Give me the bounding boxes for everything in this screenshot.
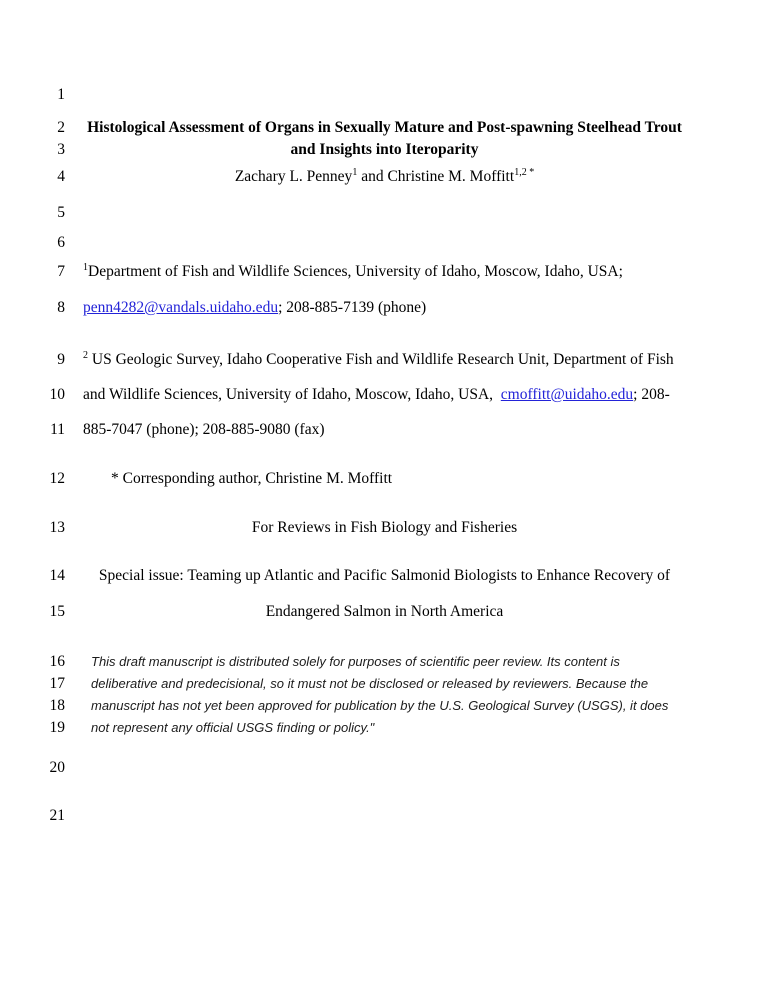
line-number: 8 — [57, 299, 65, 316]
doc-line-14 — [0, 566, 768, 586]
doc-line-17 — [0, 674, 768, 694]
line-number: 6 — [57, 234, 65, 251]
affiliation-2-text-1: US Geologic Survey, Idaho Cooperative Fish and Wildlife Research Unit, Department of Fish — [88, 351, 674, 368]
line-number: 10 — [49, 386, 65, 403]
contact-1-phone: ; 208-885-7139 (phone) — [278, 299, 427, 316]
line-number: 9 — [57, 351, 65, 368]
line-number: 18 — [49, 697, 65, 714]
doc-line-4 — [0, 167, 768, 187]
line-number: 13 — [49, 519, 65, 536]
doc-line-19 — [0, 718, 768, 738]
line-number: 7 — [57, 263, 65, 280]
doc-line-18 — [0, 696, 768, 716]
doc-line-10 — [0, 385, 768, 405]
line-number: 4 — [57, 168, 65, 185]
doc-line-15 — [0, 602, 768, 622]
line-number: 19 — [49, 719, 65, 736]
blank-line — [83, 203, 686, 223]
authors-line — [83, 167, 686, 187]
doc-line-2 — [0, 118, 768, 138]
affiliation-2-text-2: and Wildlife Sciences, University of Idaho, Moscow, Idaho, USA, — [83, 386, 501, 403]
line-number: 16 — [49, 653, 65, 670]
line-number: 12 — [49, 470, 65, 487]
author-1-name: Zachary L. Penney — [234, 168, 353, 185]
doc-line-21 — [0, 806, 768, 826]
corresponding-author: * Corresponding author, Christine M. Moffitt — [111, 470, 393, 487]
affiliation-2-line-3: 885-7047 (phone); 208-885-9080 (fax) — [83, 421, 325, 438]
page-title-line-1: Histological Assessment of Organs in Sexually Mature and Post-spawning Steelhead Trout — [87, 119, 682, 136]
doc-line-13 — [0, 518, 768, 538]
doc-line-9 — [0, 350, 768, 370]
affiliation-1-superscript: 1 — [83, 261, 88, 273]
author-2-superscript: 1,2 * — [514, 166, 535, 178]
blank-line — [83, 85, 686, 105]
journal-name: For Reviews in Fish Biology and Fisheries — [251, 519, 518, 536]
doc-line-16 — [0, 652, 768, 672]
line-number: 11 — [50, 421, 65, 438]
disclaimer-line-1: This draft manuscript is distributed solely for purposes of scientific peer review. Its content is — [91, 654, 620, 669]
line-number: 21 — [49, 807, 65, 824]
line-number: 3 — [57, 141, 65, 158]
doc-line-1 — [0, 85, 768, 105]
doc-line-5 — [0, 203, 768, 223]
doc-line-6 — [0, 233, 768, 253]
special-issue-line-2: Endangered Salmon in North America — [265, 603, 504, 620]
doc-line-7 — [0, 262, 768, 282]
page-title-line-2: and Insights into Iteroparity — [290, 141, 479, 158]
doc-line-11 — [0, 420, 768, 440]
doc-line-3 — [0, 140, 768, 160]
email-link-penney[interactable]: penn4282@vandals.uidaho.edu — [83, 299, 279, 316]
doc-line-12 — [0, 469, 768, 489]
contact-1 — [83, 298, 686, 318]
doc-line-20 — [0, 758, 768, 778]
author-1-superscript: 1 — [352, 166, 358, 178]
affiliation-2-line-1 — [83, 350, 686, 370]
line-number: 20 — [49, 759, 65, 776]
line-number: 1 — [57, 86, 65, 103]
line-number: 2 — [57, 119, 65, 136]
disclaimer-line-4: not represent any official USGS finding or policy." — [91, 720, 375, 735]
author-joiner: and Christine M. Moffitt — [357, 168, 515, 185]
line-number: 14 — [49, 567, 65, 584]
affiliation-2-line-2 — [83, 385, 686, 405]
disclaimer-line-3: manuscript has not yet been approved for publication by the U.S. Geological Survey (USGS), it does — [91, 698, 669, 713]
affiliation-2-superscript: 2 — [83, 349, 88, 361]
affiliation-2-text-3: ; 208- — [633, 386, 670, 403]
affiliation-1-text: Department of Fish and Wildlife Sciences, University of Idaho, Moscow, Idaho, USA; — [88, 263, 623, 280]
blank-line — [83, 233, 686, 253]
line-number: 15 — [49, 603, 65, 620]
line-number: 17 — [49, 675, 65, 692]
line-number: 5 — [57, 204, 65, 221]
blank-line — [83, 758, 686, 778]
doc-line-8 — [0, 298, 768, 318]
affiliation-1 — [83, 262, 686, 282]
special-issue-line-1: Special issue: Teaming up Atlantic and Pacific Salmonid Biologists to Enhance Recovery of — [98, 567, 671, 584]
email-link-moffitt[interactable]: cmoffitt@uidaho.edu — [500, 386, 634, 403]
blank-line — [83, 806, 686, 826]
disclaimer-line-2: deliberative and predecisional, so it must not be disclosed or released by reviewers. Because the — [91, 676, 649, 691]
